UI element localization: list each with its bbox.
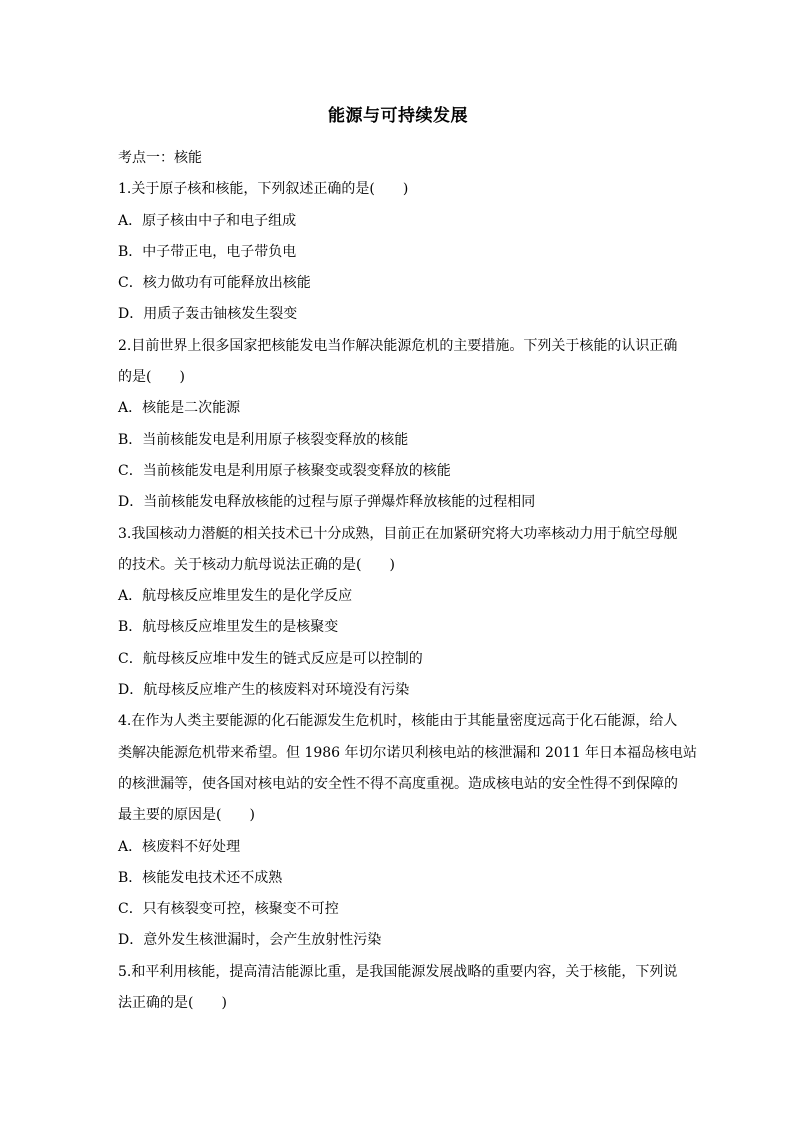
question-1 bbox=[118, 174, 678, 330]
option-a: A．航母核反应堆里发生的是化学反应 bbox=[118, 588, 353, 605]
question-4 bbox=[118, 706, 698, 956]
option-d: D．意外发生核泄漏时，会产生放射性污染 bbox=[118, 932, 382, 949]
option-c: C．核力做功有可能释放出核能 bbox=[118, 275, 311, 292]
question-5 bbox=[118, 957, 678, 1020]
option-d: D．航母核反应堆产生的核废料对环境没有污染 bbox=[118, 682, 410, 699]
option-a: A．原子核由中子和电子组成 bbox=[118, 212, 297, 229]
option-c: C．只有核裂变可控，核聚变不可控 bbox=[118, 901, 339, 918]
page-title: 能源与可持续发展 bbox=[328, 106, 468, 126]
question-stem-line: 5.和平利用核能，提高清洁能源比重，是我国能源发展战略的重要内容，关于核能，下列说 bbox=[118, 963, 678, 980]
document-page bbox=[118, 103, 698, 1019]
option-b: B．当前核能发电是利用原子核裂变释放的核能 bbox=[118, 431, 409, 448]
question-2 bbox=[118, 331, 678, 519]
option-c: C．航母核反应堆中发生的链式反应是可以控制的 bbox=[118, 650, 423, 667]
option-d: D．用质子轰击铀核发生裂变 bbox=[118, 306, 298, 323]
option-c: C．当前核能发电是利用原子核聚变或裂变释放的核能 bbox=[118, 462, 451, 479]
question-stem-line: 的是( ) bbox=[118, 369, 185, 386]
question-stem: 1.关于原子核和核能，下列叙述正确的是( ) bbox=[118, 181, 409, 198]
question-stem-line: 的核泄漏等，使各国对核电站的安全性不得不高度重视。造成核电站的安全性得不到保障的 bbox=[118, 775, 678, 792]
option-d: D．当前核能发电释放核能的过程与原子弹爆炸释放核能的过程相同 bbox=[118, 494, 536, 511]
option-b: B．核能发电技术还不成熟 bbox=[118, 869, 283, 886]
option-a: A．核能是二次能源 bbox=[118, 400, 241, 417]
question-stem-line: 4.在作为人类主要能源的化石能源发生危机时，核能由于其能量密度远高于化石能源，给人 bbox=[118, 713, 678, 730]
question-stem-line: 类解决能源危机带来希望。但 1986 年切尔诺贝利核电站的核泄漏和 2011 年日本福岛核电站 bbox=[118, 744, 698, 761]
question-stem-line: 2.目前世界上很多国家把核能发电当作解决能源危机的主要措施。下列关于核能的认识正确 bbox=[118, 337, 678, 354]
question-3 bbox=[118, 519, 678, 707]
question-stem-line: 最主要的原因是( ) bbox=[118, 807, 255, 824]
option-a: A．核废料不好处理 bbox=[118, 838, 241, 855]
section-heading: 考点一：核能 bbox=[118, 150, 202, 166]
question-stem-line: 法正确的是( ) bbox=[118, 995, 227, 1012]
question-stem-line: 的技术。关于核动力航母说法正确的是( ) bbox=[118, 556, 395, 573]
option-b: B．航母核反应堆里发生的是核聚变 bbox=[118, 619, 339, 636]
option-b: B．中子带正电，电子带负电 bbox=[118, 243, 297, 260]
question-stem-line: 3.我国核动力潜艇的相关技术已十分成熟，目前正在加紧研究将大功率核动力用于航空母舰 bbox=[118, 525, 678, 542]
